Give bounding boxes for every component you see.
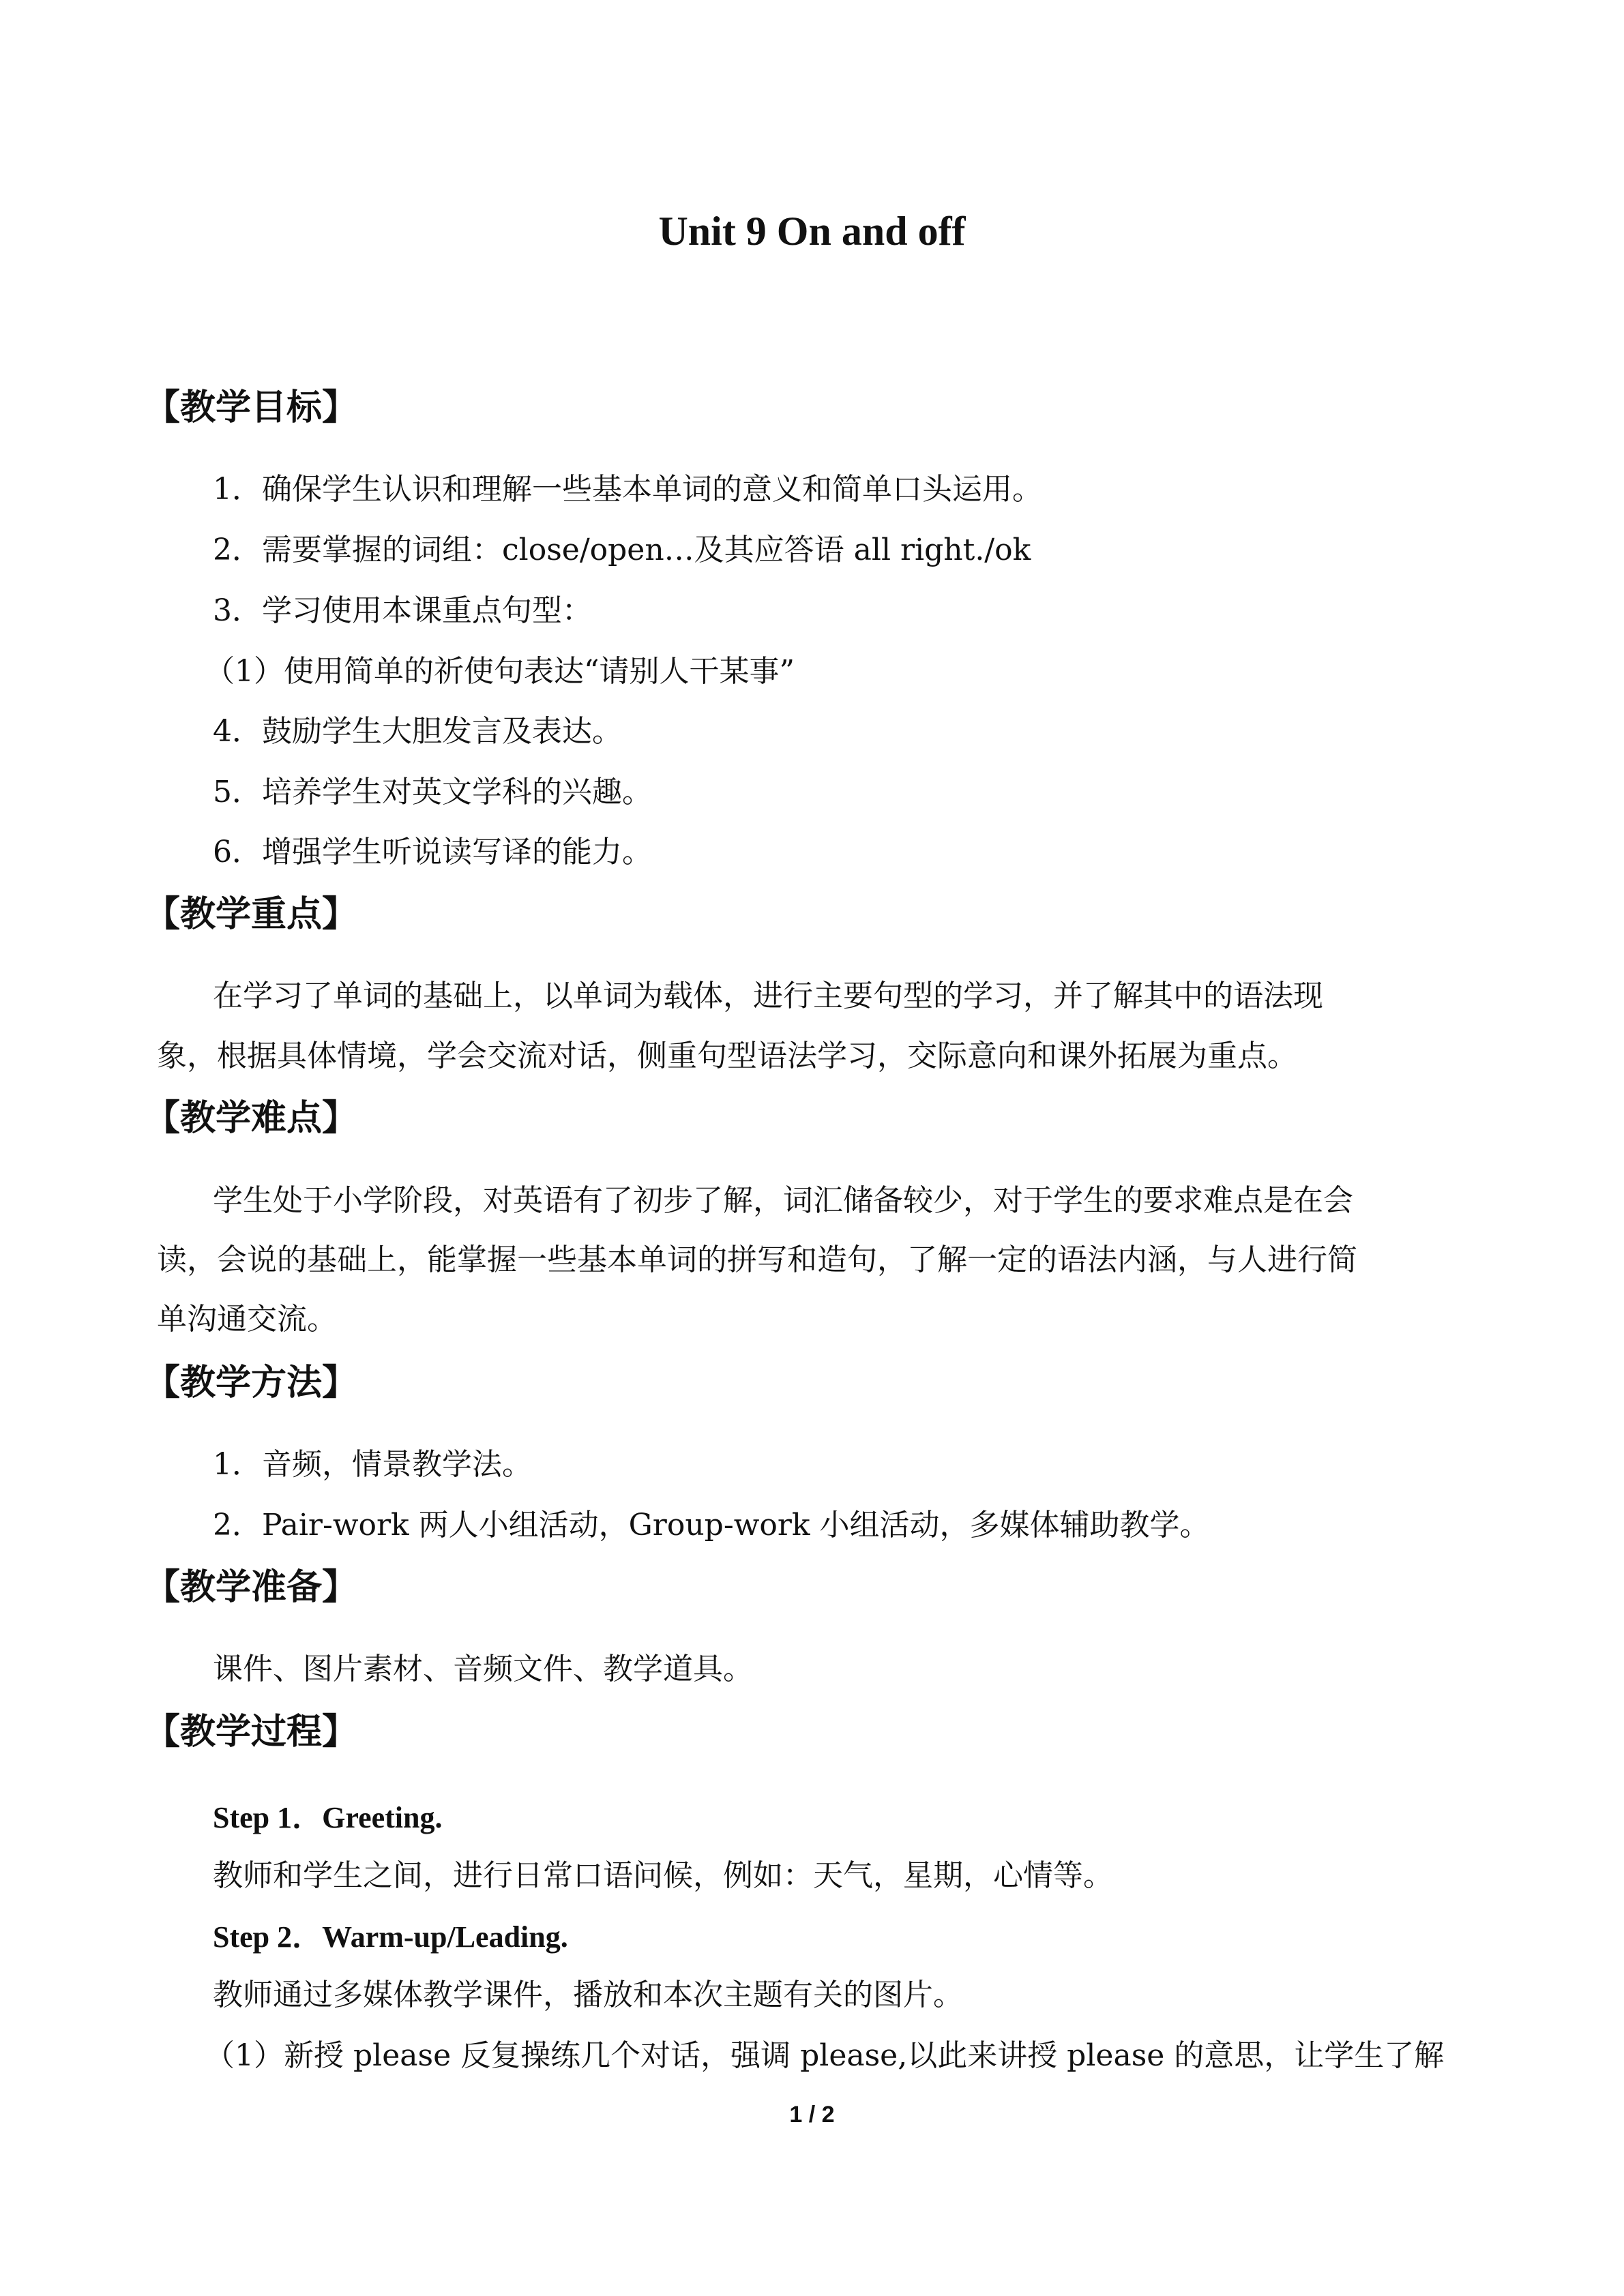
step-1-title: Step 1．Greeting. bbox=[213, 1801, 443, 1834]
method-item: 1．音频，情景教学法。 bbox=[213, 1447, 532, 1482]
objective-item: 1．确保学生认识和理解一些基本单词的意义和简单口头运用。 bbox=[213, 472, 1042, 507]
method-item: 2．Pair-work 两人小组活动，Group-work 小组活动，多媒体辅助教学。 bbox=[213, 1508, 1210, 1542]
heading-key-points: 【教学重点】 bbox=[145, 893, 358, 935]
heading-methods: 【教学方法】 bbox=[145, 1362, 358, 1403]
objective-item: 4．鼓励学生大胆发言及表达。 bbox=[213, 714, 622, 749]
objective-item: 3．学习使用本课重点句型： bbox=[213, 593, 592, 628]
preparation-text: 课件、图片素材、音频文件、教学道具。 bbox=[213, 1652, 753, 1686]
step-2-text: 教师通过多媒体教学课件，播放和本次主题有关的图片。 bbox=[213, 1978, 963, 2012]
heading-preparation: 【教学准备】 bbox=[145, 1566, 358, 1608]
objective-item: 6．增强学生听说读写译的能力。 bbox=[213, 835, 652, 869]
heading-process: 【教学过程】 bbox=[145, 1711, 358, 1753]
difficulties-text: 读，会说的基础上，能掌握一些基本单词的拼写和造句，了解一定的语法内涵，与人进行简 bbox=[157, 1242, 1357, 1277]
step-2-subitem: （1）新授 please 反复操练几个对话，强调 please,以此来讲授 please 的意思，让学生了解 bbox=[205, 2038, 1445, 2073]
objective-item: 2．需要掌握的词组：close/open…及其应答语 all right./ok bbox=[213, 533, 1031, 567]
objective-subitem: （1）使用简单的祈使句表达“请别人干某事” bbox=[205, 654, 795, 689]
difficulties-text: 学生处于小学阶段，对英语有了初步了解，词汇储备较少，对于学生的要求难点是在会 bbox=[213, 1183, 1353, 1218]
page-number: 1 / 2 bbox=[789, 2102, 835, 2128]
step-1-text: 教师和学生之间，进行日常口语问候，例如：天气，星期，心情等。 bbox=[213, 1858, 1113, 1893]
heading-difficulties: 【教学难点】 bbox=[145, 1097, 358, 1139]
key-points-text: 在学习了单词的基础上，以单词为载体，进行主要句型的学习，并了解其中的语法现 bbox=[213, 979, 1323, 1013]
difficulties-text: 单沟通交流。 bbox=[157, 1302, 337, 1337]
key-points-text: 象，根据具体情境，学会交流对话，侧重句型语法学习，交际意向和课外拓展为重点。 bbox=[157, 1039, 1297, 1073]
objective-item: 5．培养学生对英文学科的兴趣。 bbox=[213, 775, 652, 809]
heading-objectives: 【教学目标】 bbox=[145, 387, 358, 428]
step-2-title: Step 2．Warm-up/Leading. bbox=[213, 1920, 568, 1954]
document-title: Unit 9 On and off bbox=[658, 209, 966, 254]
